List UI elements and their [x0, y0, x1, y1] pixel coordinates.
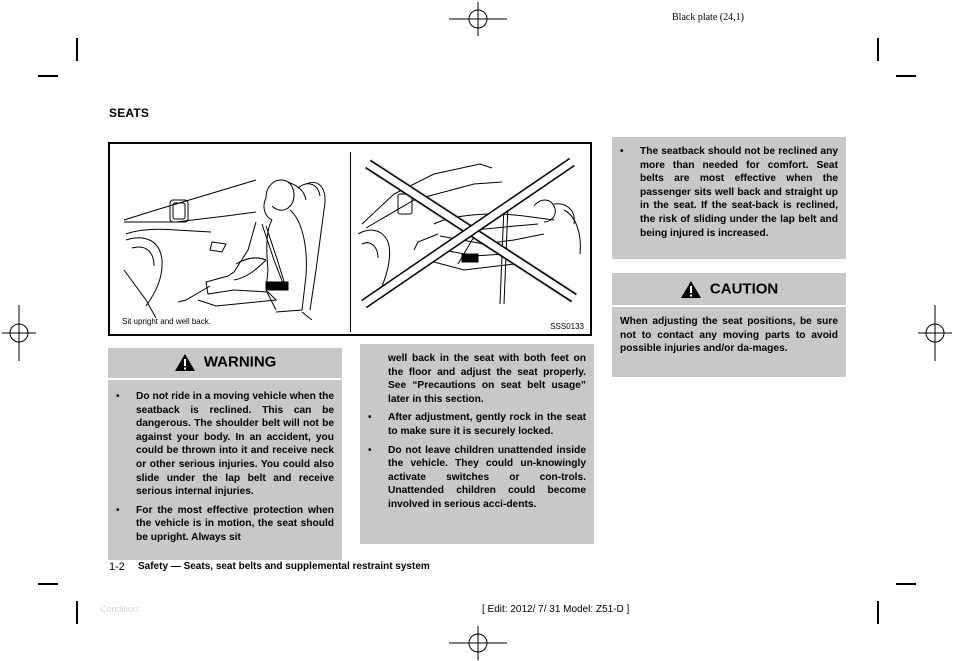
warning-box	[108, 346, 342, 560]
seatback-note-box	[612, 137, 846, 259]
warning-continued-box	[360, 344, 594, 544]
section-title: SEATS	[109, 106, 150, 120]
crop-mark	[896, 75, 916, 77]
warning-continued-text: well back in the seat with both feet on the floor and adjust the seat properly. See “Precautions on seat belt usage” later in this section.	[388, 353, 586, 405]
crop-mark	[896, 583, 916, 585]
warning-header	[108, 348, 342, 380]
edit-info: [ Edit: 2012/ 7/ 31 Model: Z51-D ]	[482, 604, 630, 615]
caution-text: When adjusting the seat positions, be sure not to contact any moving parts to avoid possible injuries and/or da-mages.	[612, 307, 846, 377]
page-number: 1-2	[109, 561, 125, 573]
crop-mark	[38, 583, 58, 585]
plate-label: Black plate (24,1)	[672, 12, 744, 23]
crop-mark	[877, 38, 879, 61]
warning-item: • Do not leave children unattended inside the vehicle. They could un-knowingly activate switches or con-trols. Unattended children could become involved in serious acci-dents.	[360, 444, 594, 512]
reclined-posture-illustration	[354, 154, 586, 314]
registration-mark-icon	[2, 305, 36, 361]
registration-mark-icon	[918, 305, 952, 361]
warning-body	[108, 380, 342, 560]
figure-divider	[350, 152, 351, 332]
warning-title: WARNING	[203, 353, 277, 371]
crop-mark	[76, 38, 78, 61]
seat-figure	[108, 142, 592, 336]
warning-item: • Do not ride in a moving vehicle when the seatback is reclined. This can be dangerous. The shoulder belt will not be against your body. In an accident, you could be thrown into it and receive neck or other serious injuries. You could also slide under the lap belt and receive serious internal injuries.	[108, 390, 342, 499]
seatback-note: • The seatback should not be reclined any more than needed for comfort. Seat belts are most effective when the passenger sits well back and straight up in the seat. If the seat-back is reclined, the risk of sliding under the lap belt and being injured is increased.	[612, 145, 846, 240]
correct-posture-illustration	[116, 150, 346, 320]
registration-mark-icon	[449, 626, 507, 660]
warning-item: • After adjustment, gently rock in the seat to make sure it is securely locked.	[360, 411, 594, 438]
figure-caption: Sit upright and well back.	[122, 317, 211, 326]
crop-mark	[877, 601, 879, 624]
crop-mark	[38, 75, 58, 77]
warning-item: • For the most effective protection when the vehicle is in motion, the seat should be upright. Always sit	[108, 504, 342, 545]
figure-code: SSS0133	[550, 322, 584, 331]
caution-box	[612, 273, 846, 377]
caution-triangle-icon	[680, 280, 702, 299]
caution-header	[612, 273, 846, 307]
registration-mark-icon	[449, 2, 507, 36]
footer-section-title: Safety — Seats, seat belts and supplemental restraint system	[138, 561, 430, 572]
caution-title: CAUTION	[709, 280, 779, 298]
condition-label: Condition:	[100, 604, 141, 614]
crop-mark	[76, 601, 78, 624]
warning-triangle-icon	[174, 353, 196, 372]
